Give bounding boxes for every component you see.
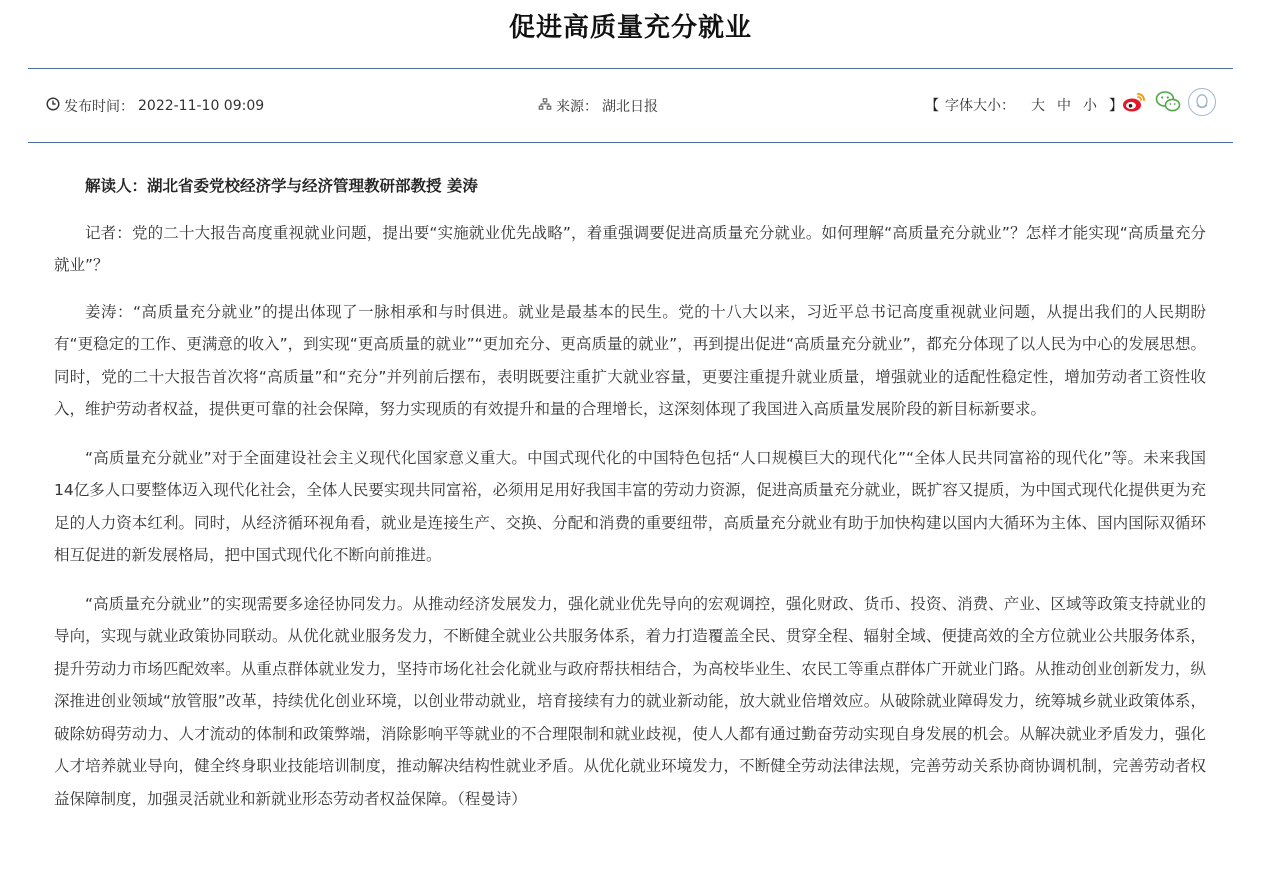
wechat-icon[interactable] [1154, 88, 1182, 116]
bracket-open: 【 [925, 98, 939, 114]
header-divider-bottom [28, 142, 1233, 143]
publish-date [46, 96, 264, 116]
source-label: 来源： [556, 99, 598, 115]
qq-icon[interactable] [1188, 88, 1216, 116]
font-size-small[interactable]: 小 [1083, 98, 1097, 114]
weibo-icon[interactable] [1120, 88, 1148, 116]
font-size-label: 字体大小： [945, 98, 1015, 114]
sitemap-icon [538, 97, 552, 115]
article-body [54, 170, 1206, 831]
article-reader: 解读人：湖北省委党校经济学与经济管理教研部教授 姜涛 [85, 176, 478, 195]
article-source [538, 96, 658, 116]
clock-icon [46, 97, 60, 115]
article-paragraph: “高质量充分就业”对于全面建设社会主义现代化国家意义重大。中国式现代化的中国特色包括“人口规模巨大的现代化”“全体人民共同富裕的现代化”等。未来我国14亿多人口要整体迈入现代化社会，全体人民要实现共同富裕，必须用足用好我国丰富的劳动力资源，促进高质量充分就业，既扩容又提质，为中国式现代化提供更为充足的人力资本红利。同时，从经济循环视角看，就业是连接生产、交换、分配和消费的重要纽带，高质量充分就业有助于加快构建以国内大循环为主体、国内国际双循环相互促进的新发展格局，把中国式现代化不断向前推进。 [54, 448, 1206, 564]
font-size-switcher [925, 95, 1123, 115]
source-name: 湖北日报 [602, 99, 658, 115]
font-size-large[interactable]: 大 [1031, 98, 1045, 114]
article-paragraph: 姜涛：“高质量充分就业”的提出体现了一脉相承和与时俱进。就业是最基本的民生。党的十八大以来，习近平总书记高度重视就业问题，从提出我们的人民期盼有“更稳定的工作、更满意的收入”，到实现“更高质量的就业”“更加充分、更高质量的就业”，再到提出促进“高质量充分就业”，都充分体现了以人民为中心的发展思想。同时，党的二十大报告首次将“高质量”和“充分”并列前后摆布，表明既要注重扩大就业容量，更要注重提升就业质量，增强就业的适配性稳定性，增加劳动者工资性收入，维护劳动者权益，提供更可靠的社会保障，努力实现质的有效提升和量的合理增长，这深刻体现了我国进入高质量发展阶段的新目标新要求。 [54, 302, 1206, 418]
font-size-medium[interactable]: 中 [1057, 98, 1071, 114]
share-icons [1120, 88, 1216, 116]
bracket-close: 】 [1109, 98, 1123, 114]
article-paragraph: “高质量充分就业”的实现需要多途径协同发力。从推动经济发展发力，强化就业优先导向的宏观调控，强化财政、货币、投资、消费、产业、区域等政策支持就业的导向，实现与就业政策协同联动。从优化就业服务发力，不断健全就业公共服务体系，着力打造覆盖全民、贯穿全程、辐射全域、便捷高效的全方位就业公共服务体系，提升劳动力市场匹配效率。从重点群体就业发力，坚持市场化社会化就业与政府帮扶相结合，为高校毕业生、农民工等重点群体广开就业门路。从推动创业创新发力，纵深推进创业领域“放管服”改革，持续优化创业环境，以创业带动就业，培育接续有力的就业新动能，放大就业倍增效应。从破除就业障碍发力，统筹城乡就业政策体系，破除妨碍劳动力、人才流动的体制和政策弊端，消除影响平等就业的不合理限制和就业歧视，使人人都有通过勤奋劳动实现自身发展的机会。从解决就业矛盾发力，强化人才培养就业导向，健全终身职业技能培训制度，推动解决结构性就业矛盾。从优化就业环境发力，不断健全劳动法律法规，完善劳动关系协商协调机制，完善劳动者权益保障制度，加强灵活就业和新就业形态劳动者权益保障。（程曼诗） [54, 594, 1206, 808]
article-paragraph: 记者：党的二十大报告高度重视就业问题，提出要“实施就业优先战略”，着重强调要促进高质量充分就业。如何理解“高质量充分就业”？怎样才能实现“高质量充分就业”？ [54, 223, 1206, 274]
publish-time: 2022-11-10 09:09 [138, 98, 265, 114]
page-title: 促进高质量充分就业 [508, 13, 752, 43]
article-meta-bar [28, 88, 1233, 122]
header-divider-top [28, 68, 1233, 69]
publish-label: 发布时间： [64, 99, 134, 115]
